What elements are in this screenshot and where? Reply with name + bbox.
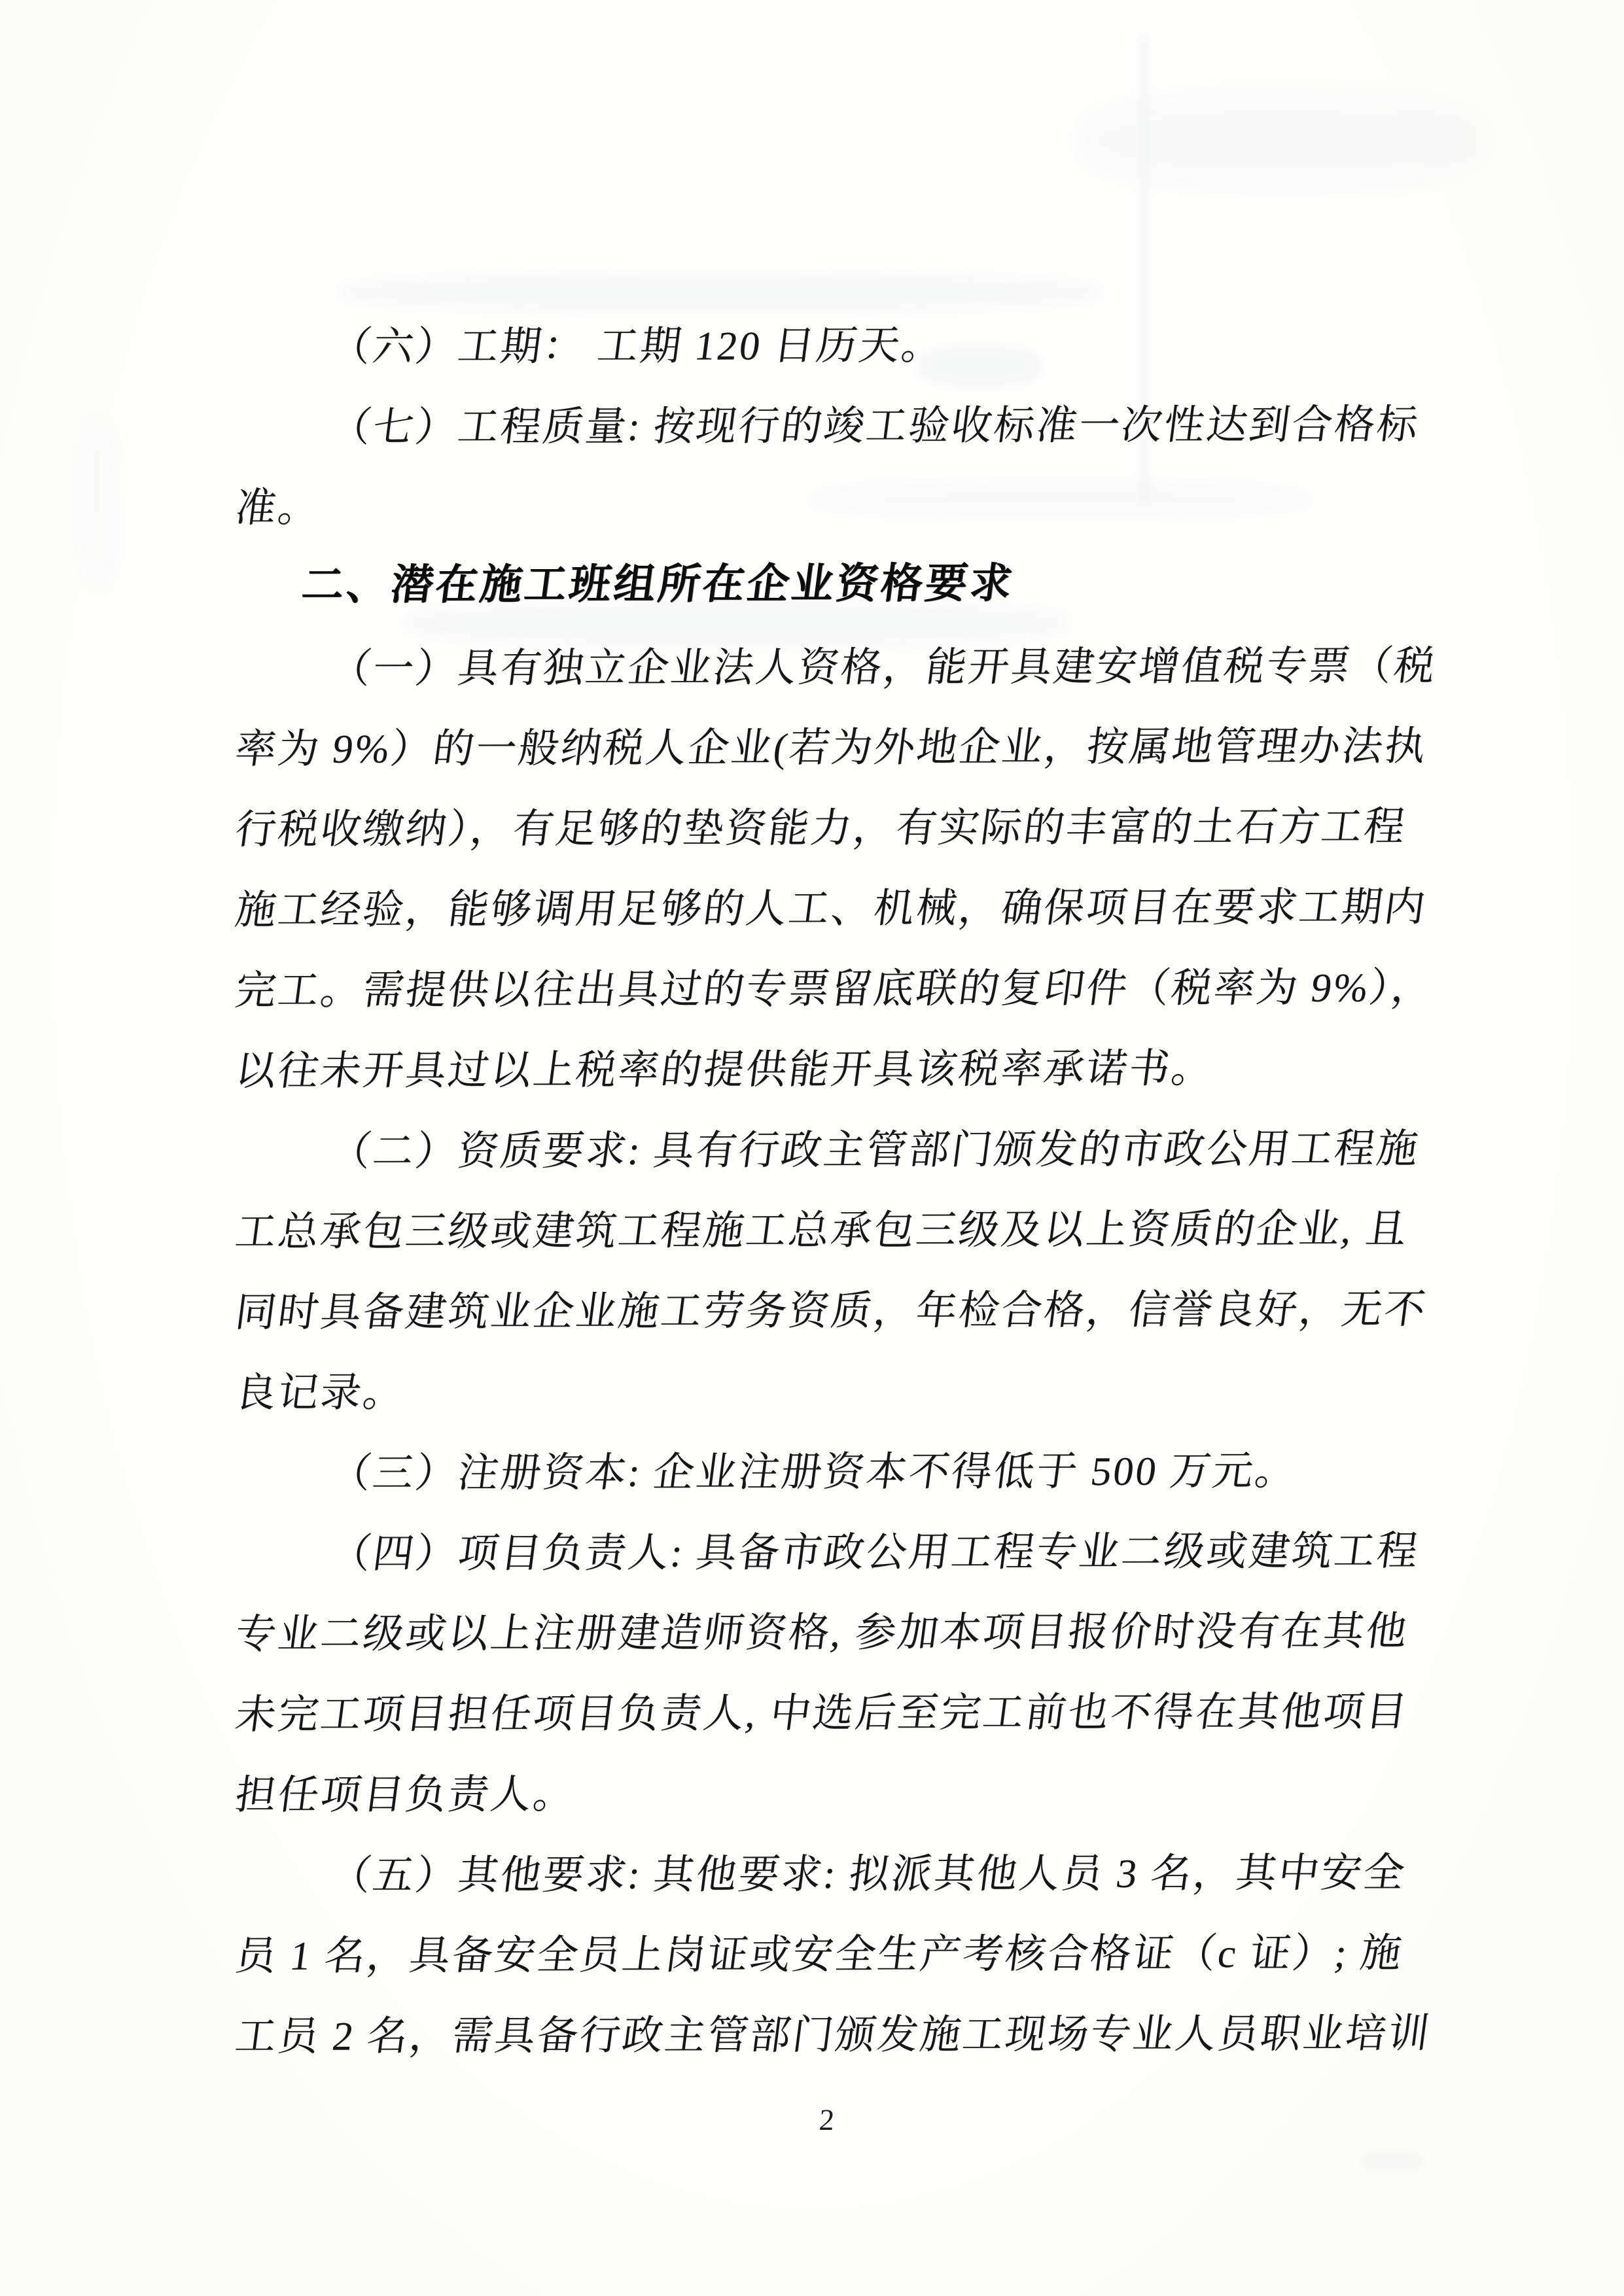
text-line-continuation: 率为 9%）的一般纳税人企业(若为外地企业，按属地管理办法执	[232, 724, 1430, 772]
text-line-item-1-legal-person: （一）具有独立企业法人资格，能开具建安增值税专票（税	[327, 644, 1439, 691]
text-line-continuation: 工员 2 名，需具备行政主管部门颁发施工现场专业人员职业培训	[232, 2011, 1434, 2059]
bleed-through-artifact	[1360, 2152, 1422, 2172]
text-line-continuation: 准。	[232, 485, 324, 531]
bleed-through-artifact	[340, 273, 1099, 311]
text-line-continuation: 以往未开具过以上税率的提供能开具该税率承诺书。	[232, 1047, 1217, 1094]
text-line-continuation: 行税收缴纳），有足够的垫资能力，有实际的丰富的土石方工程	[232, 805, 1410, 852]
text-line-item-3-capital: （三）注册资本: 企业注册资本不得低于 500 万元。	[327, 1449, 1301, 1496]
text-line-continuation: 担任项目负责人。	[232, 1772, 579, 1818]
bleed-through-artifact	[811, 481, 1309, 517]
section-heading-qualification-requirements: 二、潜在施工班组所在企业资格要求	[299, 559, 1018, 608]
text-line-item-5-other: （五）其他要求: 其他要求: 拟派其他人员 3 名，其中安全	[327, 1851, 1409, 1898]
text-line-item-2-credentials: （二）资质要求: 具有行政主管部门颁发的市政公用工程施	[327, 1126, 1422, 1174]
text-line-continuation: 专业二级或以上注册建造师资格, 参加本项目报价时没有在其他	[232, 1609, 1412, 1657]
text-line-continuation: 良记录。	[232, 1370, 409, 1416]
text-line-continuation: 施工经验，能够调用足够的人工、机械，确保项目在要求工期内	[232, 885, 1430, 933]
text-line-continuation: 未完工项目担任项目负责人, 中选后至完工前也不得在其他项目	[232, 1690, 1412, 1737]
page-number: 2	[818, 2103, 836, 2136]
text-line-continuation: 完工。需提供以往出具过的专票留底联的复印件（税率为 9%），	[232, 965, 1438, 1013]
text-line-continuation: 工总承包三级或建筑工程施工总承包三级及以上资质的企业, 且	[232, 1207, 1412, 1255]
bleed-through-artifact	[79, 419, 118, 589]
text-line-item-4-project-manager: （四）项目负责人: 具备市政公用工程专业二级或建筑工程	[327, 1529, 1422, 1576]
text-line-item-6-duration: （六）工期： 工期 120 日历天。	[327, 323, 947, 370]
text-line-continuation: 同时具备建筑业企业施工劳务资质，年检合格，信誉良好，无不	[232, 1287, 1430, 1335]
text-line-continuation: 员 1 名，具备安全员上岗证或安全生产考核合格证（c 证）; 施	[232, 1931, 1406, 1979]
bleed-through-artifact	[1080, 92, 1485, 190]
text-line-item-7-quality: （七）工程质量: 按现行的竣工验收标准一次性达到合格标	[327, 402, 1422, 450]
